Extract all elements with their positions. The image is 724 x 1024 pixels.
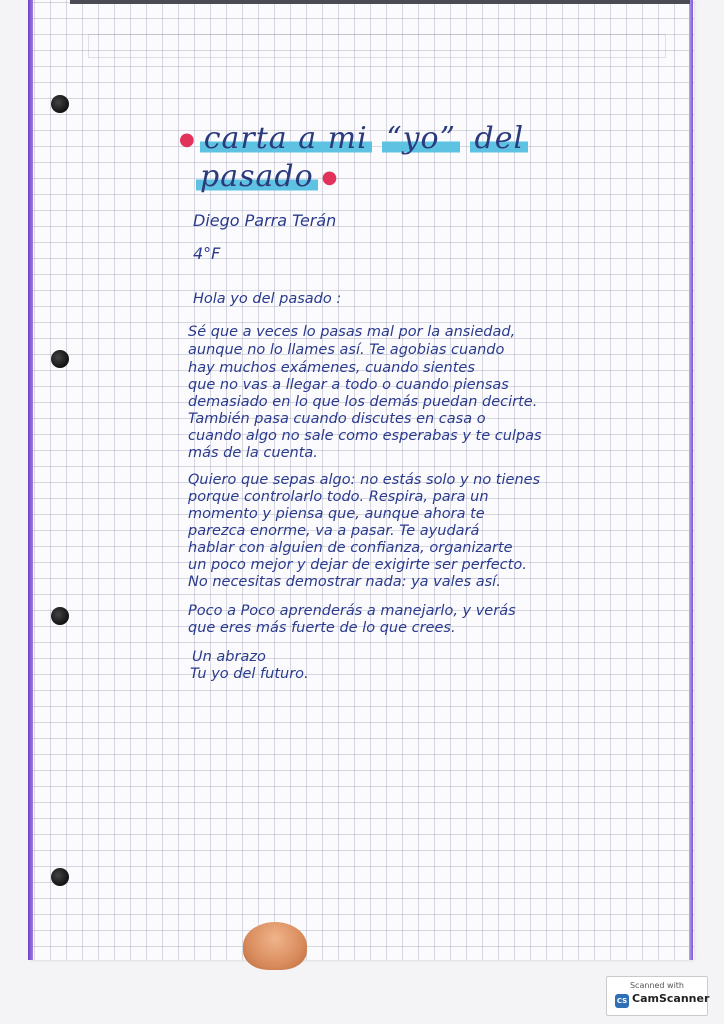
author-name: Diego Parra Terán [193, 211, 337, 230]
paragraph-3-line-2: que eres más fuerte de lo que crees. [188, 620, 456, 636]
paragraph-2-line-4: parezca enorme, va a pasar. Te ayudará [188, 523, 480, 539]
binder-hole-2 [51, 350, 69, 368]
paragraph-1-line-8: más de la cuenta. [188, 445, 318, 461]
paragraph-2-line-5: hablar con alguien de confianza, organizarte [188, 540, 513, 556]
paragraph-1-line-6: También pasa cuando discutes en casa o [188, 411, 486, 427]
paragraph-1-line-4: que no vas a llegar a todo o cuando piensas [188, 377, 509, 393]
closing-line: Un abrazo [192, 649, 266, 665]
right-page-edge [689, 0, 693, 960]
paragraph-2-line-6: un poco mejor y dejar de exigirte ser perfecto. [188, 557, 527, 573]
finger-tip [243, 922, 307, 970]
bullet-dot-icon: ● [179, 129, 196, 150]
paragraph-3-line-1: Poco a Poco aprenderás a manejarlo, y verás [188, 603, 516, 619]
letter-title-line-1 [175, 121, 528, 156]
title-part-1: carta a mi [200, 121, 372, 156]
bullet-dot-icon: ● [321, 167, 339, 188]
paragraph-2-line-7: No necesitas demostrar nada: ya vales así. [188, 574, 501, 590]
paragraph-1-line-5: demasiado en lo que los demás puedan decirte. [188, 394, 538, 410]
page-header-box [88, 34, 666, 58]
binder-hole-4 [51, 868, 69, 886]
scanner-caption: Scanned with [629, 981, 685, 990]
signature-line: Tu yo del futuro. [190, 666, 309, 682]
paragraph-1-line-2: aunque no lo llames así. Te agobias cuando [188, 342, 505, 358]
paragraph-2-line-2: porque controlarlo todo. Respira, para un [188, 489, 489, 505]
binder-hole-1 [51, 95, 69, 113]
paragraph-1-line-3: hay muchos exámenes, cuando sientes [188, 360, 475, 376]
title-part-4: pasado [196, 159, 318, 194]
student-grade: 4°F [193, 244, 221, 263]
paragraph-2-line-1: Quiero que sepas algo: no estás solo y no tienes [188, 472, 541, 488]
paragraph-1-line-1: Sé que a veces lo pasas mal por la ansiedad, [188, 324, 516, 340]
scanner-brand: CamScanner [632, 992, 710, 1005]
letter-title-line-2 [196, 159, 342, 194]
scanner-watermark [606, 976, 708, 1016]
title-part-3: del [470, 121, 528, 156]
greeting: Hola yo del pasado : [193, 291, 342, 307]
left-page-edge [28, 0, 33, 960]
paragraph-1-line-7: cuando algo no sale como esperabas y te culpas [188, 428, 542, 444]
binder-hole-3 [51, 607, 69, 625]
camscanner-logo-icon: CS [615, 994, 629, 1008]
top-page-edge [70, 0, 690, 4]
title-part-2: “yo” [382, 121, 460, 156]
paragraph-2-line-3: momento y piensa que, aunque ahora te [188, 506, 485, 522]
